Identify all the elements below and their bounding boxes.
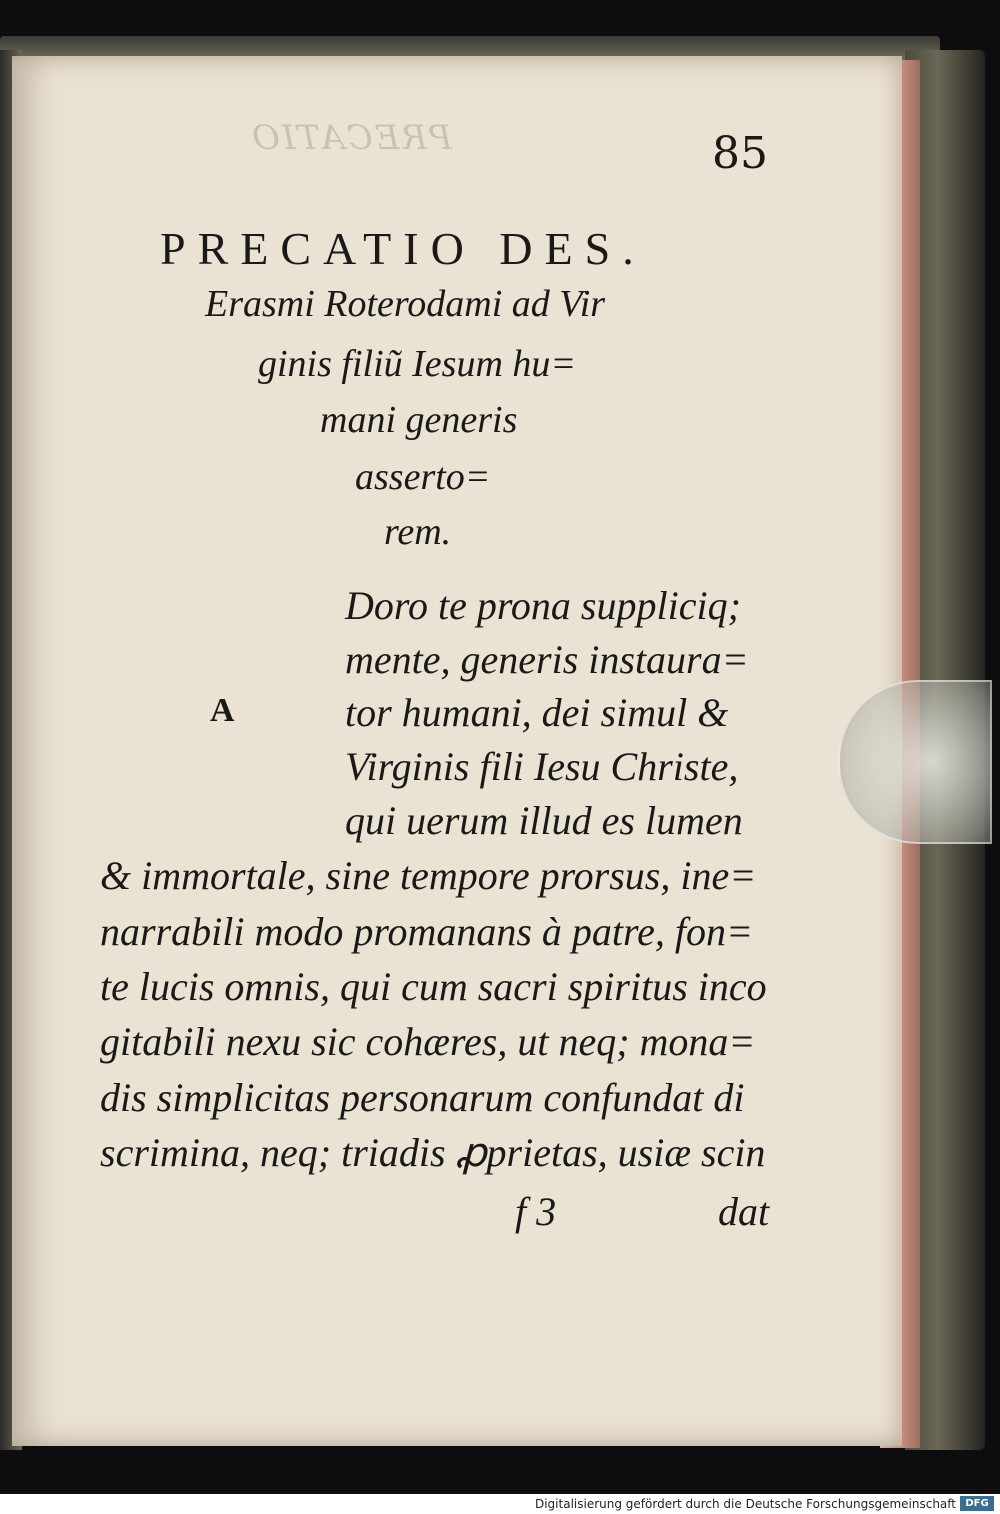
body-line: dis simplicitas personarum confundat di: [100, 1075, 745, 1120]
body-line: narrabili modo promanans à patre, fon=: [100, 909, 753, 954]
signature-mark: f 3: [515, 1189, 557, 1234]
bleed-through-text: PRECATIO: [250, 118, 452, 158]
body-line: Doro te prona suppliciq;: [345, 583, 741, 628]
footer-credit: Digitalisierung gefördert durch die Deutsche Forschungsgemeinschaft: [534, 1497, 956, 1511]
page-number: 85: [712, 128, 768, 179]
page-clip: [838, 680, 992, 844]
body-line: qui uerum illud es lumen: [345, 798, 743, 843]
body-line: scrimina, neq; triadis ꝓprietas, usiæ scin: [100, 1130, 766, 1175]
body-line: Virginis fili Iesu Christe,: [345, 744, 739, 789]
dfg-logo: DFG: [960, 1496, 994, 1511]
body-line: & immortale, sine tempore prorsus, ine=: [100, 853, 757, 898]
drop-initial: A: [210, 692, 235, 729]
body-line: te lucis omnis, qui cum sacri spiritus inco: [100, 964, 767, 1009]
subtitle-line: asserto=: [355, 456, 491, 498]
subtitle-line: Erasmi Roterodami ad Vir: [205, 283, 606, 325]
body-line: mente, generis instaura=: [345, 637, 749, 682]
subtitle-line: mani generis: [320, 399, 518, 441]
body-line: gitabili nexu sic cohæres, ut neq; mona=: [100, 1019, 756, 1064]
subtitle-line: ginis filiũ Iesum hu=: [258, 343, 577, 385]
page-title: PRECATIO DES.: [160, 223, 646, 274]
subtitle-line: rem.: [384, 511, 452, 553]
catchword: dat: [718, 1189, 770, 1234]
body-line: tor humani, dei simul &: [345, 690, 729, 735]
footer-bar: [0, 1494, 1000, 1514]
